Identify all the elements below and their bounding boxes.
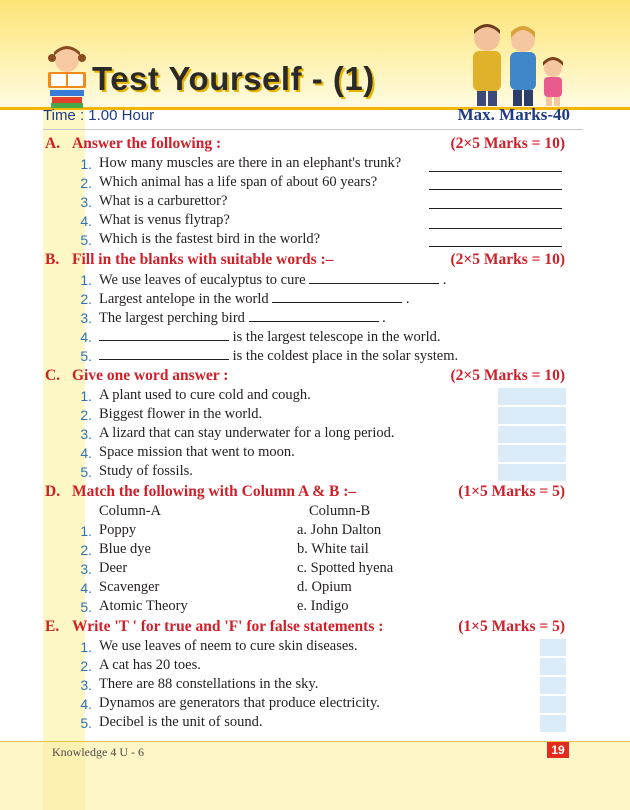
section-letter: E. — [45, 618, 60, 635]
question-text — [99, 347, 458, 365]
question-pre-text: The largest perching bird — [99, 310, 245, 326]
question-text — [99, 290, 410, 308]
question-number: 2. — [80, 542, 92, 558]
question-number: 3. — [80, 194, 92, 210]
question-number: 2. — [80, 658, 92, 674]
question-text: What is a carburettor? — [99, 193, 228, 209]
section-d-heading — [45, 483, 565, 503]
question-number: 4. — [80, 696, 92, 712]
sub-header-rule — [43, 129, 583, 130]
section-c-heading — [45, 367, 565, 387]
question-number: 3. — [80, 677, 92, 693]
column-a-item: Atomic Theory — [99, 598, 188, 614]
question-post-text: is the coldest place in the solar system. — [232, 348, 459, 364]
column-b-item: b. White tail — [297, 541, 369, 557]
question-number: 1. — [80, 639, 92, 655]
section-title: Write 'T ' for true and 'F' for false statements : — [72, 618, 384, 635]
question-text: Decibel is the unit of sound. — [99, 714, 263, 730]
time-allowed: Time : 1.00 Hour — [43, 107, 155, 124]
question-text: A cat has 20 toes. — [99, 657, 201, 673]
question-number: 5. — [80, 599, 92, 615]
family-illustration — [455, 16, 575, 106]
section-marks: (2×5 Marks = 10) — [450, 367, 565, 384]
fill-blank[interactable] — [249, 309, 379, 322]
section-e-heading — [45, 618, 565, 638]
question-text: There are 88 constellations in the sky. — [99, 676, 319, 692]
answer-line[interactable] — [429, 208, 562, 209]
question-number: 5. — [80, 348, 92, 364]
true-false-box[interactable] — [540, 715, 566, 732]
section-a-heading — [45, 135, 565, 155]
question-post-text: . — [405, 291, 410, 307]
question-number: 5. — [80, 464, 92, 480]
answer-box[interactable] — [498, 445, 566, 462]
question-number: 2. — [80, 291, 92, 307]
page-title: Test Yourself - (1) — [92, 60, 375, 97]
question-number: 3. — [80, 561, 92, 577]
reading-girl-illustration — [44, 40, 90, 108]
true-false-box[interactable] — [540, 639, 566, 656]
answer-line[interactable] — [429, 189, 562, 190]
question-text: Which animal has a life span of about 60 years? — [99, 174, 378, 190]
question-post-text: . — [442, 272, 447, 288]
question-text: A plant used to cure cold and cough. — [99, 387, 311, 403]
column-a-header: Column-A — [99, 503, 162, 519]
question-number: 4. — [80, 580, 92, 596]
question-text: What is venus flytrap? — [99, 212, 230, 228]
section-marks: (1×5 Marks = 5) — [458, 618, 565, 635]
question-text — [99, 328, 441, 346]
question-text: Study of fossils. — [99, 463, 193, 479]
question-number: 1. — [80, 388, 92, 404]
answer-line[interactable] — [429, 228, 562, 229]
section-letter: D. — [45, 483, 61, 500]
question-text: We use leaves of neem to cure skin diseases. — [99, 638, 358, 654]
column-b-item: c. Spotted hyena — [297, 560, 394, 576]
question-post-text: . — [382, 310, 386, 326]
section-marks: (1×5 Marks = 5) — [458, 483, 565, 500]
column-b-header: Column-B — [309, 503, 371, 519]
question-text: Space mission that went to moon. — [99, 444, 295, 460]
question-number: 1. — [80, 156, 92, 172]
column-b-item: d. Opium — [297, 579, 352, 595]
fill-blank[interactable] — [309, 271, 439, 284]
section-title: Answer the following : — [72, 135, 222, 152]
column-a-item: Blue dye — [99, 541, 151, 557]
true-false-box[interactable] — [540, 658, 566, 675]
true-false-box[interactable] — [540, 677, 566, 694]
section-letter: C. — [45, 367, 61, 384]
question-number: 2. — [80, 175, 92, 191]
section-title: Fill in the blanks with suitable words :– — [72, 251, 334, 268]
max-marks: Max. Marks-40 — [457, 105, 570, 124]
column-a-item: Scavenger — [99, 579, 160, 595]
question-text: How many muscles are there in an elephant's trunk? — [99, 155, 402, 171]
question-number: 1. — [80, 523, 92, 539]
answer-line[interactable] — [429, 246, 562, 247]
footer-rule — [0, 741, 630, 742]
question-pre-text: We use leaves of eucalyptus to cure — [99, 272, 306, 288]
fill-blank[interactable] — [99, 328, 229, 341]
column-a-item: Deer — [99, 560, 128, 576]
question-text: Dynamos are generators that produce electricity. — [99, 695, 380, 711]
answer-box[interactable] — [498, 426, 566, 443]
question-number: 2. — [80, 407, 92, 423]
section-letter: B. — [45, 251, 60, 268]
section-marks: (2×5 Marks = 10) — [450, 251, 565, 268]
answer-box[interactable] — [498, 388, 566, 405]
question-number: 1. — [80, 272, 92, 288]
column-a-item: Poppy — [99, 522, 137, 538]
answer-box[interactable] — [498, 407, 566, 424]
true-false-box[interactable] — [540, 696, 566, 713]
page-number: 19 — [547, 742, 569, 758]
question-number: 4. — [80, 213, 92, 229]
section-title: Give one word answer : — [72, 367, 229, 384]
question-number: 4. — [80, 329, 92, 345]
question-text: Biggest flower in the world. — [99, 406, 263, 422]
question-number: 4. — [80, 445, 92, 461]
question-number: 5. — [80, 715, 92, 731]
column-b-item: e. Indigo — [297, 598, 349, 614]
section-marks: (2×5 Marks = 10) — [450, 135, 565, 152]
question-text: Which is the fastest bird in the world? — [99, 231, 321, 247]
question-number: 3. — [80, 426, 92, 442]
question-pre-text: Largest antelope in the world — [99, 291, 269, 307]
column-b-item: a. John Dalton — [297, 522, 382, 538]
section-b-heading — [45, 251, 565, 271]
answer-box[interactable] — [498, 464, 566, 481]
question-number: 3. — [80, 310, 92, 326]
answer-line[interactable] — [429, 171, 562, 172]
question-post-text: is the largest telescope in the world. — [232, 329, 441, 345]
question-text: A lizard that can stay underwater for a long period. — [99, 425, 395, 441]
question-text — [99, 309, 386, 327]
section-title: Match the following with Column A & B :– — [72, 483, 357, 500]
fill-blank[interactable] — [99, 347, 229, 360]
question-text — [99, 271, 446, 289]
fill-blank[interactable] — [272, 290, 402, 303]
section-letter: A. — [45, 135, 61, 152]
book-name: Knowledge 4 U - 6 — [52, 745, 144, 759]
question-number: 5. — [80, 232, 92, 248]
